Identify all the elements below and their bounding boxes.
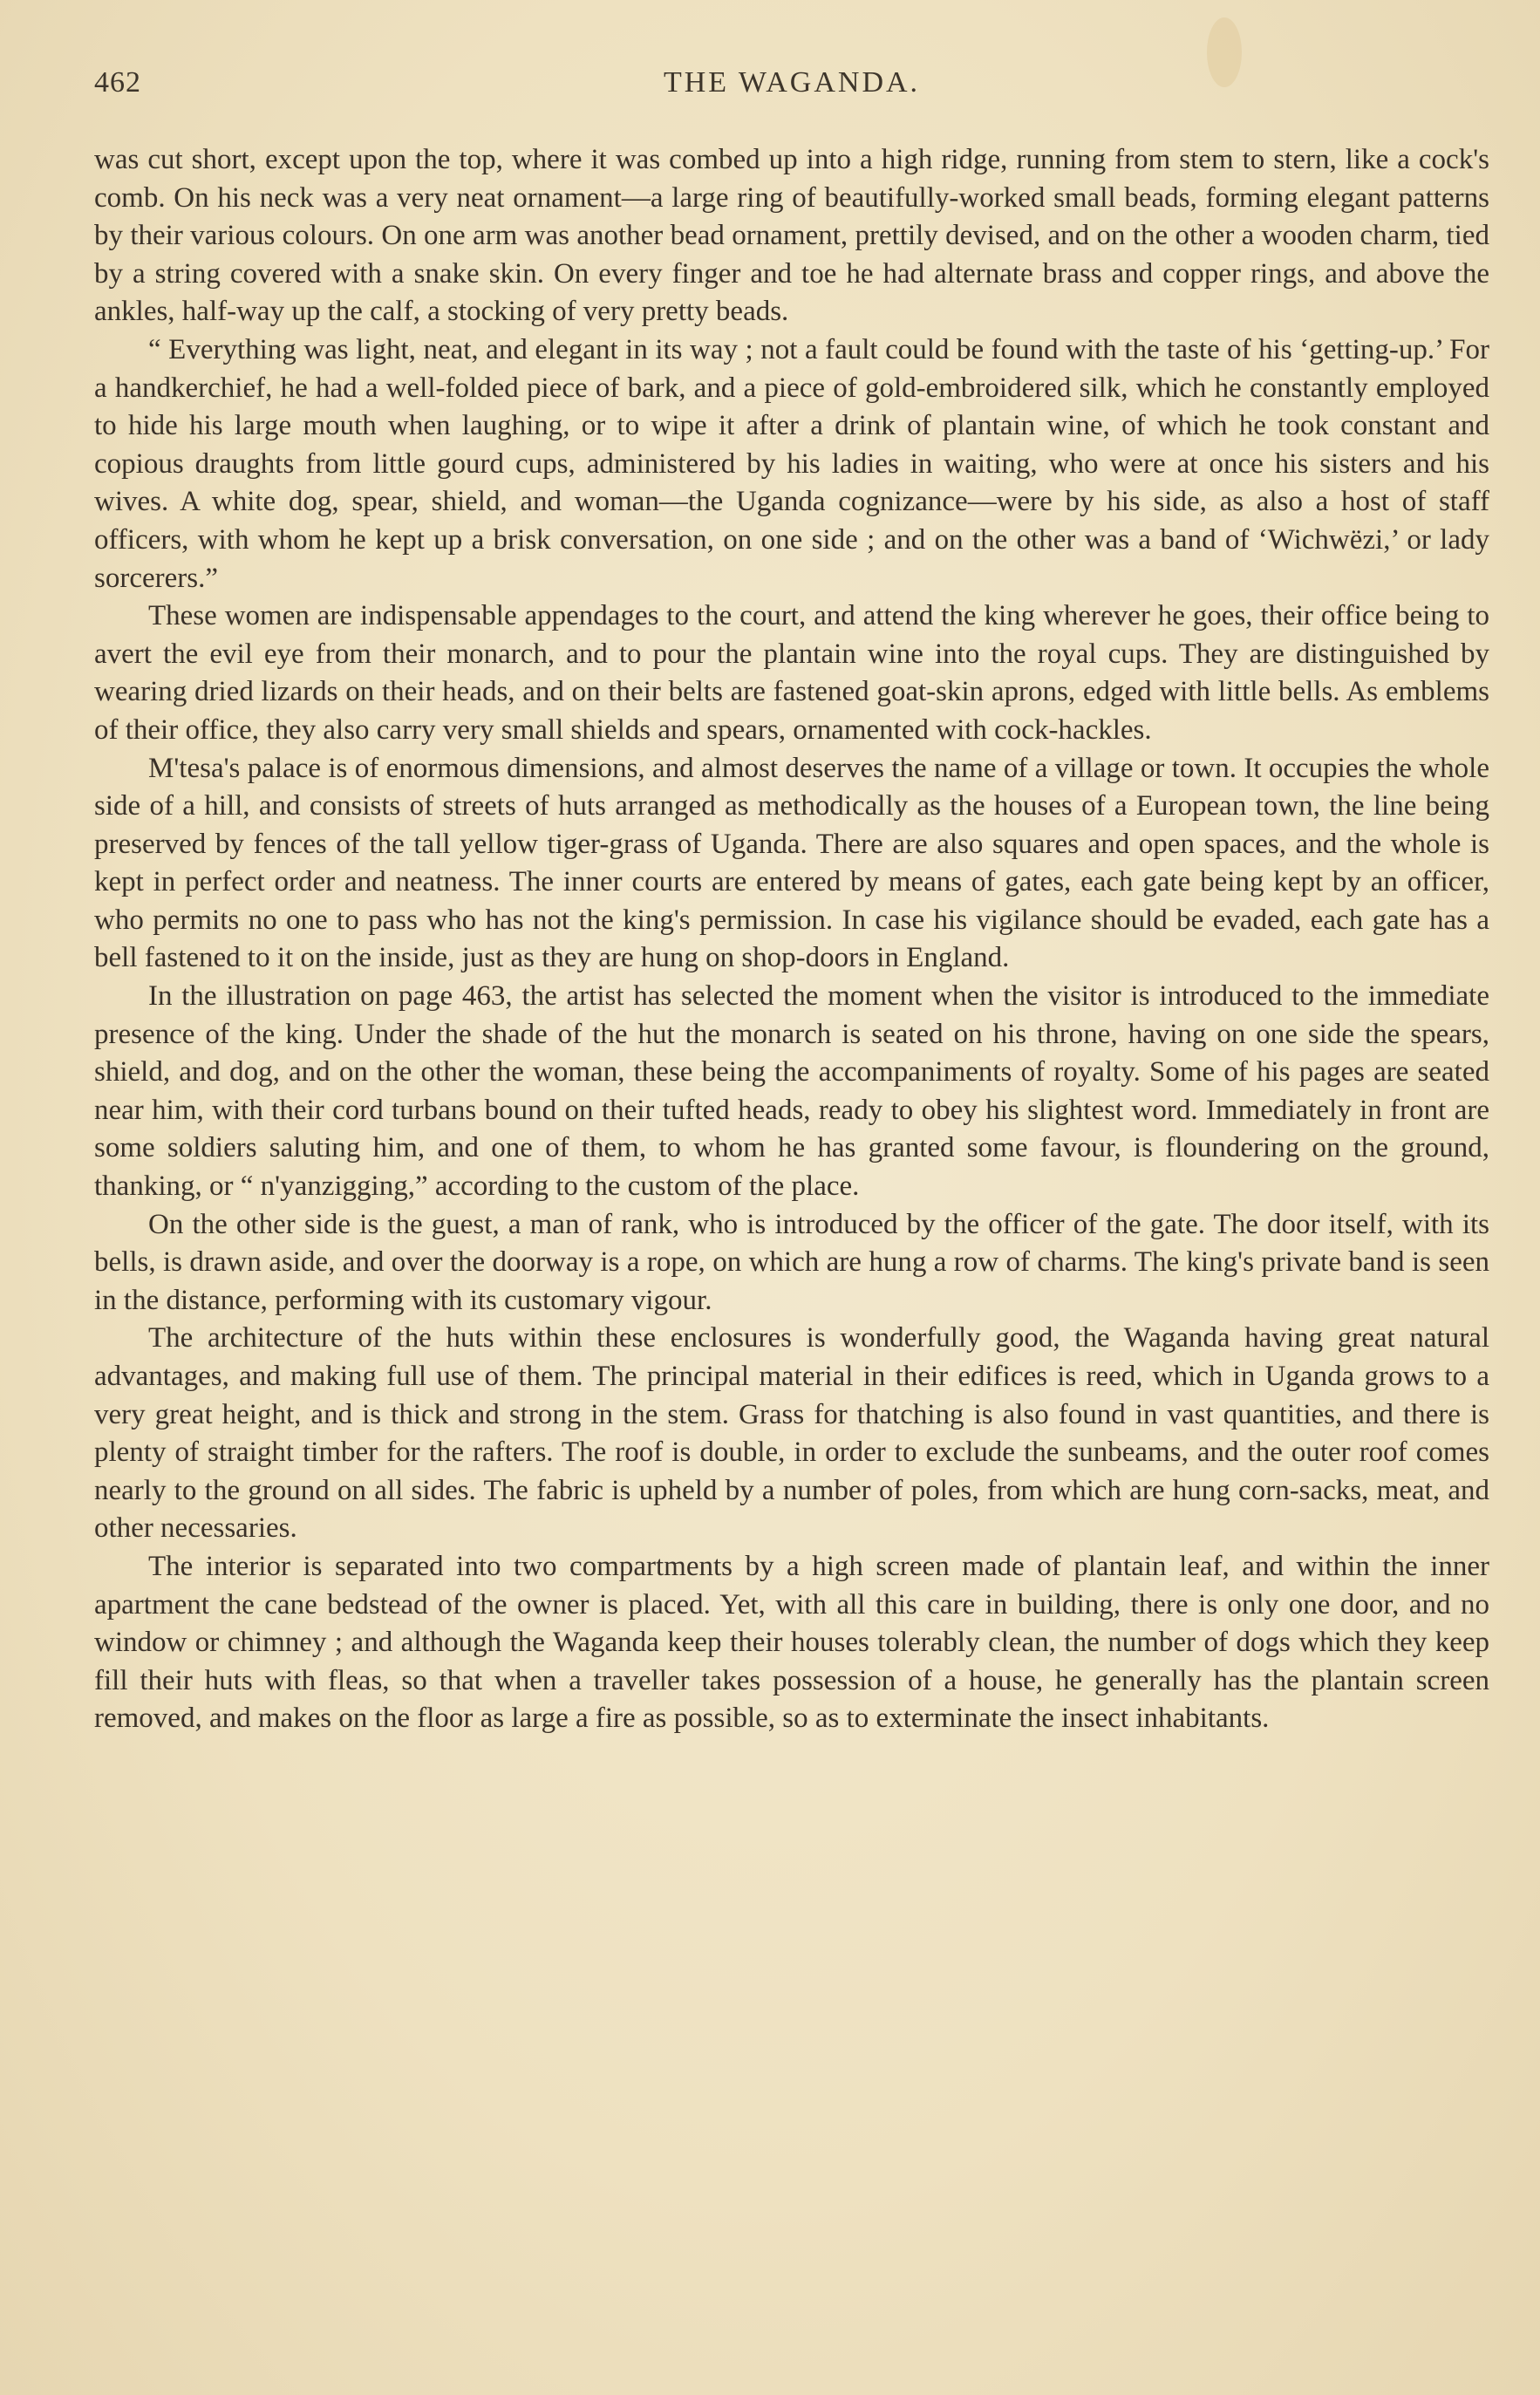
- paragraph: M'tesa's palace is of enormous dimensions, and almost deserves the name of a village or town. It occupies the whole side of a hill, and consists of streets of huts arranged as methodically as the houses of a European town, the line being preserved by fences of the tall yellow tiger-grass of Uganda. There are also squares and open spaces, and the whole is kept in perfect order and neatness. The inner courts are entered by means of gates, each gate being kept by an officer, who permits no one to pass who has not the king's permission. In case his vigilance should be evaded, each gate has a bell fastened to it on the inside, just as they are hung on shop-doors in England.: [94, 752, 1489, 974]
- paragraph: On the other side is the guest, a man of rank, who is introduced by the officer of the gate. The door itself, with its bells, is drawn aside, and over the doorway is a rope, on which are hung a row of charms. The king's private band is seen in the distance, performing with its customary vigour.: [94, 1208, 1489, 1316]
- paragraph: In the illustration on page 463, the artist has selected the moment when the visitor is introduced to the immediate presence of the king. Under the shade of the hut the monarch is seated on his throne, having on one side the spears, shield, and dog, and on the other the woman, these being the accompaniments of royalty. Some of his pages are seated near him, with their cord turbans bound on their tufted heads, ready to obey his slightest word. Immediately in front are some soldiers saluting him, and one of them, to whom he has granted some favour, is floundering on the ground, thanking, or “ n'yanzigging,” according to the custom of the place.: [94, 980, 1489, 1203]
- paragraph: The interior is separated into two compartments by a high screen made of plantain leaf, and within the inner apartment the cane bedstead of the owner is placed. Yet, with all this care in building, there is only one door, and no window or chimney ; and although the Waganda keep their houses tolerably clean, the number of dogs which they keep fill their huts with fleas, so that when a traveller takes possession of a house, he generally has the plantain screen removed, and makes on the floor as large a fire as possible, so as to exterminate the insect inhabitants.: [94, 1550, 1489, 1735]
- page-number: 462: [94, 66, 141, 99]
- paragraph: “ Everything was light, neat, and elegant in its way ; not a fault could be found with the taste of his ‘getting-up.’ For a handkerchief, he had a well-folded piece of bark, and a piece of gold-embroidered silk, which he constantly employed to hide his large mouth when laughing, or to wipe it after a drink of plantain wine, of which he took constant and copious draughts from little gourd cups, administered by his ladies in waiting, who were at once his sisters and his wives. A white dog, spear, shield, and woman—the Uganda cognizance—were by his side, as also a host of staff officers, with whom he kept up a brisk conversation, on one side ; and on the other was a band of ‘Wichwëzi,’ or lady sorcerers.”: [94, 333, 1489, 594]
- paragraph: was cut short, except upon the top, where it was combed up into a high ridge, running from stem to stern, like a cock's comb. On his neck was a very neat ornament—a large ring of beautifully-worked small beads, forming elegant patterns by their various colours. On one arm was another bead ornament, prettily devised, and on the other a wooden charm, tied by a string covered with a snake skin. On every finger and toe he had alternate brass and copper rings, and above the ankles, half-way up the calf, a stocking of very pretty beads.: [94, 144, 1489, 328]
- body-text: [94, 141, 1489, 1738]
- paragraph: The architecture of the huts within these enclosures is wonderfully good, the Waganda having great natural advantages, and making full use of them. The principal material in their edifices is reed, which in Uganda grows to a very great height, and is thick and strong in the stem. Grass for thatching is also found in vast quantities, and there is plenty of straight timber for the rafters. The roof is double, in order to exclude the sunbeams, and the outer roof comes nearly to the ground on all sides. The fabric is upheld by a number of poles, from which are hung corn-sacks, meat, and other necessaries.: [94, 1322, 1489, 1545]
- page-header: [94, 63, 1489, 115]
- running-title: THE WAGANDA.: [663, 66, 921, 99]
- paragraph: These women are indispensable appendages to the court, and attend the king wherever he goes, their office being to avert the evil eye from their monarch, and to pour the plantain wine into the royal cups. They are distinguished by wearing dried lizards on their heads, and on their belts are fastened goat-skin aprons, edged with little bells. As emblems of their office, they also carry very small shields and spears, ornamented with cock-hackles.: [94, 600, 1489, 746]
